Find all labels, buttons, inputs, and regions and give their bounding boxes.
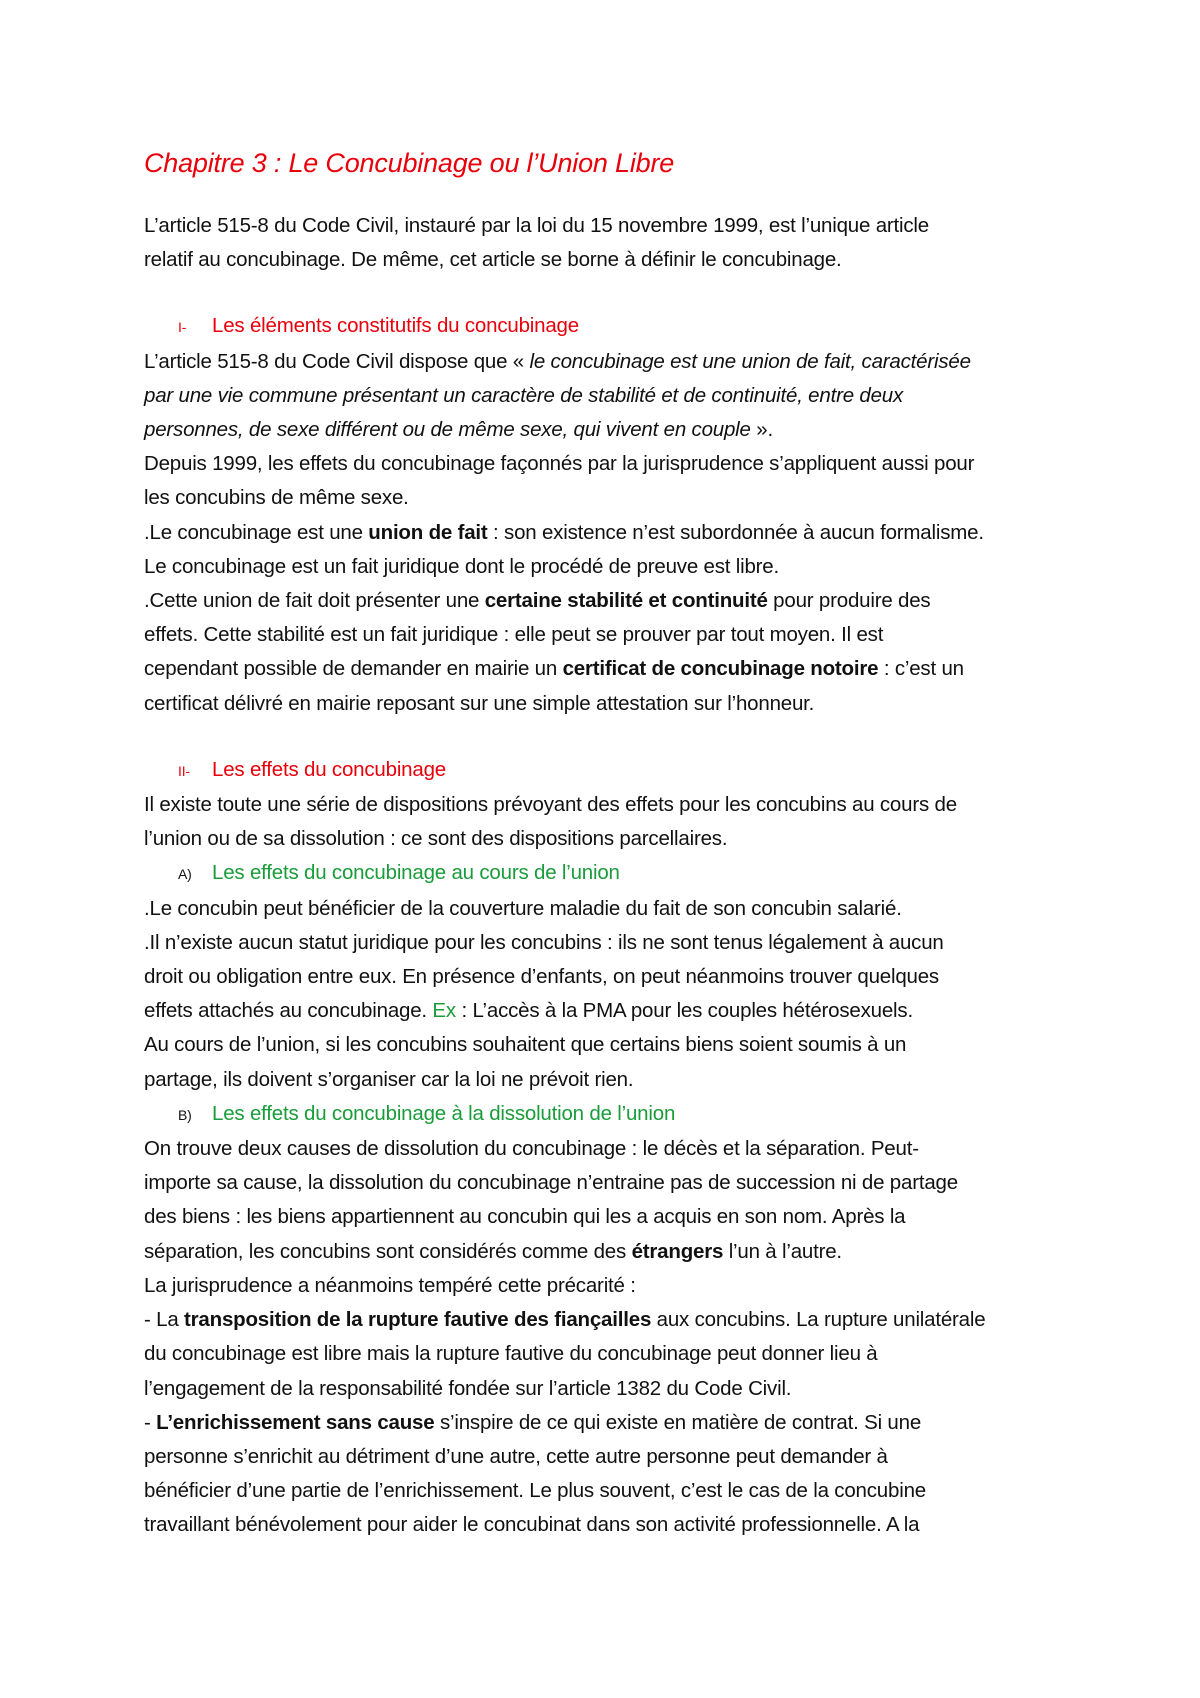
- text-line: personnes, de sexe différent ou de même sexe, qui vivent en couple ».: [144, 418, 773, 442]
- text-line: droit ou obligation entre eux. En présence d’enfants, on peut néanmoins trouver quelques: [144, 965, 939, 989]
- text-line: L’article 515-8 du Code Civil dispose que « le concubinage est une union de fait, caractérisée: [144, 349, 971, 373]
- bold-term: L’enrichissement sans cause: [156, 1410, 435, 1434]
- quote-text: personnes, de sexe différent ou de même sexe, qui vivent en couple: [144, 418, 751, 442]
- subsection-heading-b: [144, 1097, 1064, 1132]
- text-line: [144, 379, 1064, 413]
- section-heading-1: [144, 309, 1064, 344]
- text-line: .Cette union de fait doit présenter une certaine stabilité et continuité pour produire des: [144, 589, 931, 613]
- section-number: I-: [178, 319, 187, 336]
- text-line: certificat délivré en mairie reposant sur une simple attestation sur l’honneur.: [144, 691, 815, 715]
- text-line: - La transposition de la rupture fautive des fiançailles aux concubins. La rupture unilatérale: [144, 1308, 986, 1332]
- bold-term: transposition de la rupture fautive des fiançailles: [184, 1308, 652, 1332]
- text-line: effets. Cette stabilité est un fait juridique : elle peut se prouver par tout moyen. Il est: [144, 623, 884, 647]
- bold-term: certaine stabilité et continuité: [484, 589, 768, 613]
- section-title: Les éléments constitutifs du concubinage: [212, 314, 579, 338]
- document-page: [144, 145, 1064, 1543]
- text-line: Le concubinage est un fait juridique dont le procédé de preuve est libre.: [144, 554, 780, 578]
- subsection-title: Les effets du concubinage à la dissolution de l’union: [212, 1101, 676, 1125]
- text-line: Il existe toute une série de dispositions prévoyant des effets pour les concubins au cours de: [144, 793, 957, 817]
- text-line: relatif au concubinage. De même, cet article se borne à définir le concubinage.: [144, 248, 842, 272]
- subsection-number: B): [178, 1106, 192, 1123]
- text-line: L’article 515-8 du Code Civil, instauré par la loi du 15 novembre 1999, est l’unique article: [144, 214, 929, 237]
- text-line: l’engagement de la responsabilité fondée sur l’article 1382 du Code Civil.: [144, 1376, 792, 1400]
- text-line: l’union ou de sa dissolution : ce sont des dispositions parcellaires.: [144, 827, 728, 851]
- section-number: II-: [178, 762, 190, 779]
- subsection-heading-a: [144, 856, 1064, 891]
- text-line: La jurisprudence a néanmoins tempéré cette précarité :: [144, 1273, 636, 1297]
- text-line: cependant possible de demander en mairie un certificat de concubinage notoire : c’est un: [144, 657, 964, 681]
- chapter-title: Chapitre 3 : Le Concubinage ou l’Union Libre: [144, 148, 675, 178]
- text-line: effets attachés au concubinage. Ex : L’accès à la PMA pour les couples hétérosexuels.: [144, 999, 913, 1023]
- text-line: travaillant bénévolement pour aider le concubinat dans son activité professionnelle. A la: [144, 1513, 920, 1537]
- text-line: Au cours de l’union, si les concubins souhaitent que certains biens soient soumis à un: [144, 1033, 907, 1057]
- text-line: partage, ils doivent s’organiser car la loi ne prévoit rien.: [144, 1067, 634, 1091]
- bold-term: union de fait: [368, 520, 488, 544]
- text-line: des biens : les biens appartiennent au concubin qui les a acquis en son nom. Après la: [144, 1205, 906, 1229]
- intro-paragraph: [144, 209, 1064, 277]
- bold-term: certificat de concubinage notoire: [562, 657, 879, 681]
- text-line: personne s’enrichit au détriment d’une autre, cette autre personne peut demander à: [144, 1444, 888, 1468]
- text-line: .Le concubinage est une union de fait : son existence n’est subordonnée à aucun formalisme.: [144, 520, 984, 544]
- text-line: importe sa cause, la dissolution du concubinage n’entraine pas de succession ni de partage: [144, 1171, 958, 1195]
- section-heading-2: [144, 753, 1064, 788]
- text-line: On trouve deux causes de dissolution du concubinage : le décès et la séparation. Peut-: [144, 1137, 919, 1161]
- subsection-title: Les effets du concubinage au cours de l’union: [212, 861, 620, 885]
- text-line: séparation, les concubins sont considérés comme des étrangers l’un à l’autre.: [144, 1239, 842, 1263]
- text-line: .Il n’existe aucun statut juridique pour les concubins : ils ne sont tenus légalement à aucun: [144, 930, 944, 954]
- text-line: Depuis 1999, les effets du concubinage façonnés par la jurisprudence s’appliquent aussi pour: [144, 452, 975, 476]
- example-label: Ex: [432, 999, 456, 1023]
- subsection-number: A): [178, 866, 192, 883]
- quote-text: le concubinage est une union de fait, caractérisée: [529, 349, 971, 373]
- text-line: .Le concubin peut bénéficier de la couverture maladie du fait de son concubin salarié.: [144, 896, 902, 920]
- text-line: du concubinage est libre mais la rupture fautive du concubinage peut donner lieu à: [144, 1342, 878, 1366]
- text-line: les concubins de même sexe.: [144, 486, 409, 510]
- bold-term: étrangers: [631, 1239, 724, 1263]
- text-line: - L’enrichissement sans cause s’inspire de ce qui existe en matière de contrat. Si une: [144, 1410, 922, 1434]
- quote-text: par une vie commune présentant un caractère de stabilité et de continuité, entre deux: [144, 383, 904, 407]
- text-line: bénéficier d’une partie de l’enrichissement. Le plus souvent, c’est le cas de la concubine: [144, 1479, 926, 1503]
- section-title: Les effets du concubinage: [212, 757, 446, 781]
